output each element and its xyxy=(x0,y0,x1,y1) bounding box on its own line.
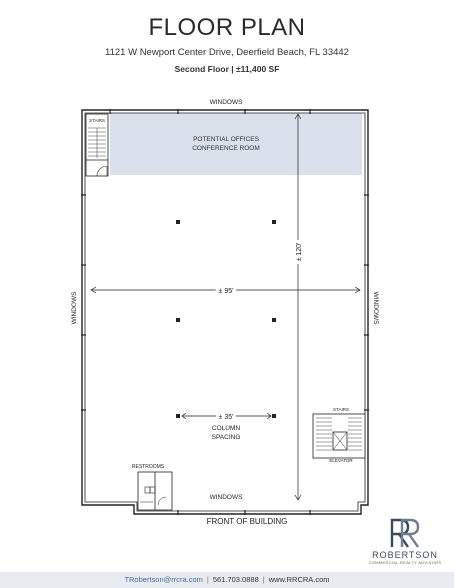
footer-separator: | xyxy=(262,575,265,584)
stairs-right-label: STAIRS xyxy=(333,407,349,412)
structural-columns xyxy=(176,220,276,418)
offices-label-line1: POTENTIAL OFFICES xyxy=(193,136,259,143)
floor-subtitle: Second Floor | ±11,400 SF xyxy=(174,64,280,74)
offices-zone xyxy=(110,113,362,175)
windows-right-label: WINDOWS xyxy=(372,291,379,325)
column xyxy=(176,318,180,322)
column xyxy=(176,220,180,224)
robertson-logo-mark xyxy=(392,520,418,547)
property-address: 1121 W Newport Center Drive, Deerfield Beach, FL 33442 xyxy=(105,47,349,58)
windows-left-label: WINDOWS xyxy=(71,291,78,325)
column-spacing-line2: SPACING xyxy=(211,434,241,441)
column xyxy=(272,220,276,224)
offices-label-line2: CONFERENCE ROOM xyxy=(192,145,260,152)
footer-email-link[interactable]: TRobertson@rrcra.com xyxy=(124,575,203,584)
column-dimension-label: ± 35' xyxy=(218,414,234,421)
footer-contact-bar xyxy=(0,572,454,588)
logo-name: ROBERTSON xyxy=(372,550,438,560)
windows-top-label: WINDOWS xyxy=(209,99,243,106)
logo-tagline: COMMERCIAL REALTY ADVISORS xyxy=(368,560,442,565)
stairs-top-left-label: STAIRS xyxy=(89,118,105,123)
depth-dimension-label: ± 120' xyxy=(296,242,303,262)
stairs-top-left xyxy=(86,114,108,176)
windows-bottom-label: WINDOWS xyxy=(209,494,243,501)
footer-separator: | xyxy=(206,575,209,584)
restrooms xyxy=(138,472,172,510)
footer-website-link[interactable]: www.RRCRA.com xyxy=(268,575,330,584)
column xyxy=(176,414,180,418)
restrooms-label: RESTROOMS xyxy=(131,464,165,470)
width-dimension-label: ± 95' xyxy=(218,288,234,295)
elevator-label: ELEVATOR xyxy=(329,458,353,463)
column xyxy=(272,414,276,418)
page-title: FLOOR PLAN xyxy=(148,14,306,41)
robertson-logo xyxy=(360,548,450,565)
footer-phone[interactable]: 561.703.0888 xyxy=(212,575,259,584)
front-of-building-label: FRONT OF BUILDING xyxy=(206,517,288,526)
column xyxy=(272,318,276,322)
stairs-elevator-core xyxy=(313,414,365,458)
column-spacing-line1: COLUMN xyxy=(211,425,241,432)
